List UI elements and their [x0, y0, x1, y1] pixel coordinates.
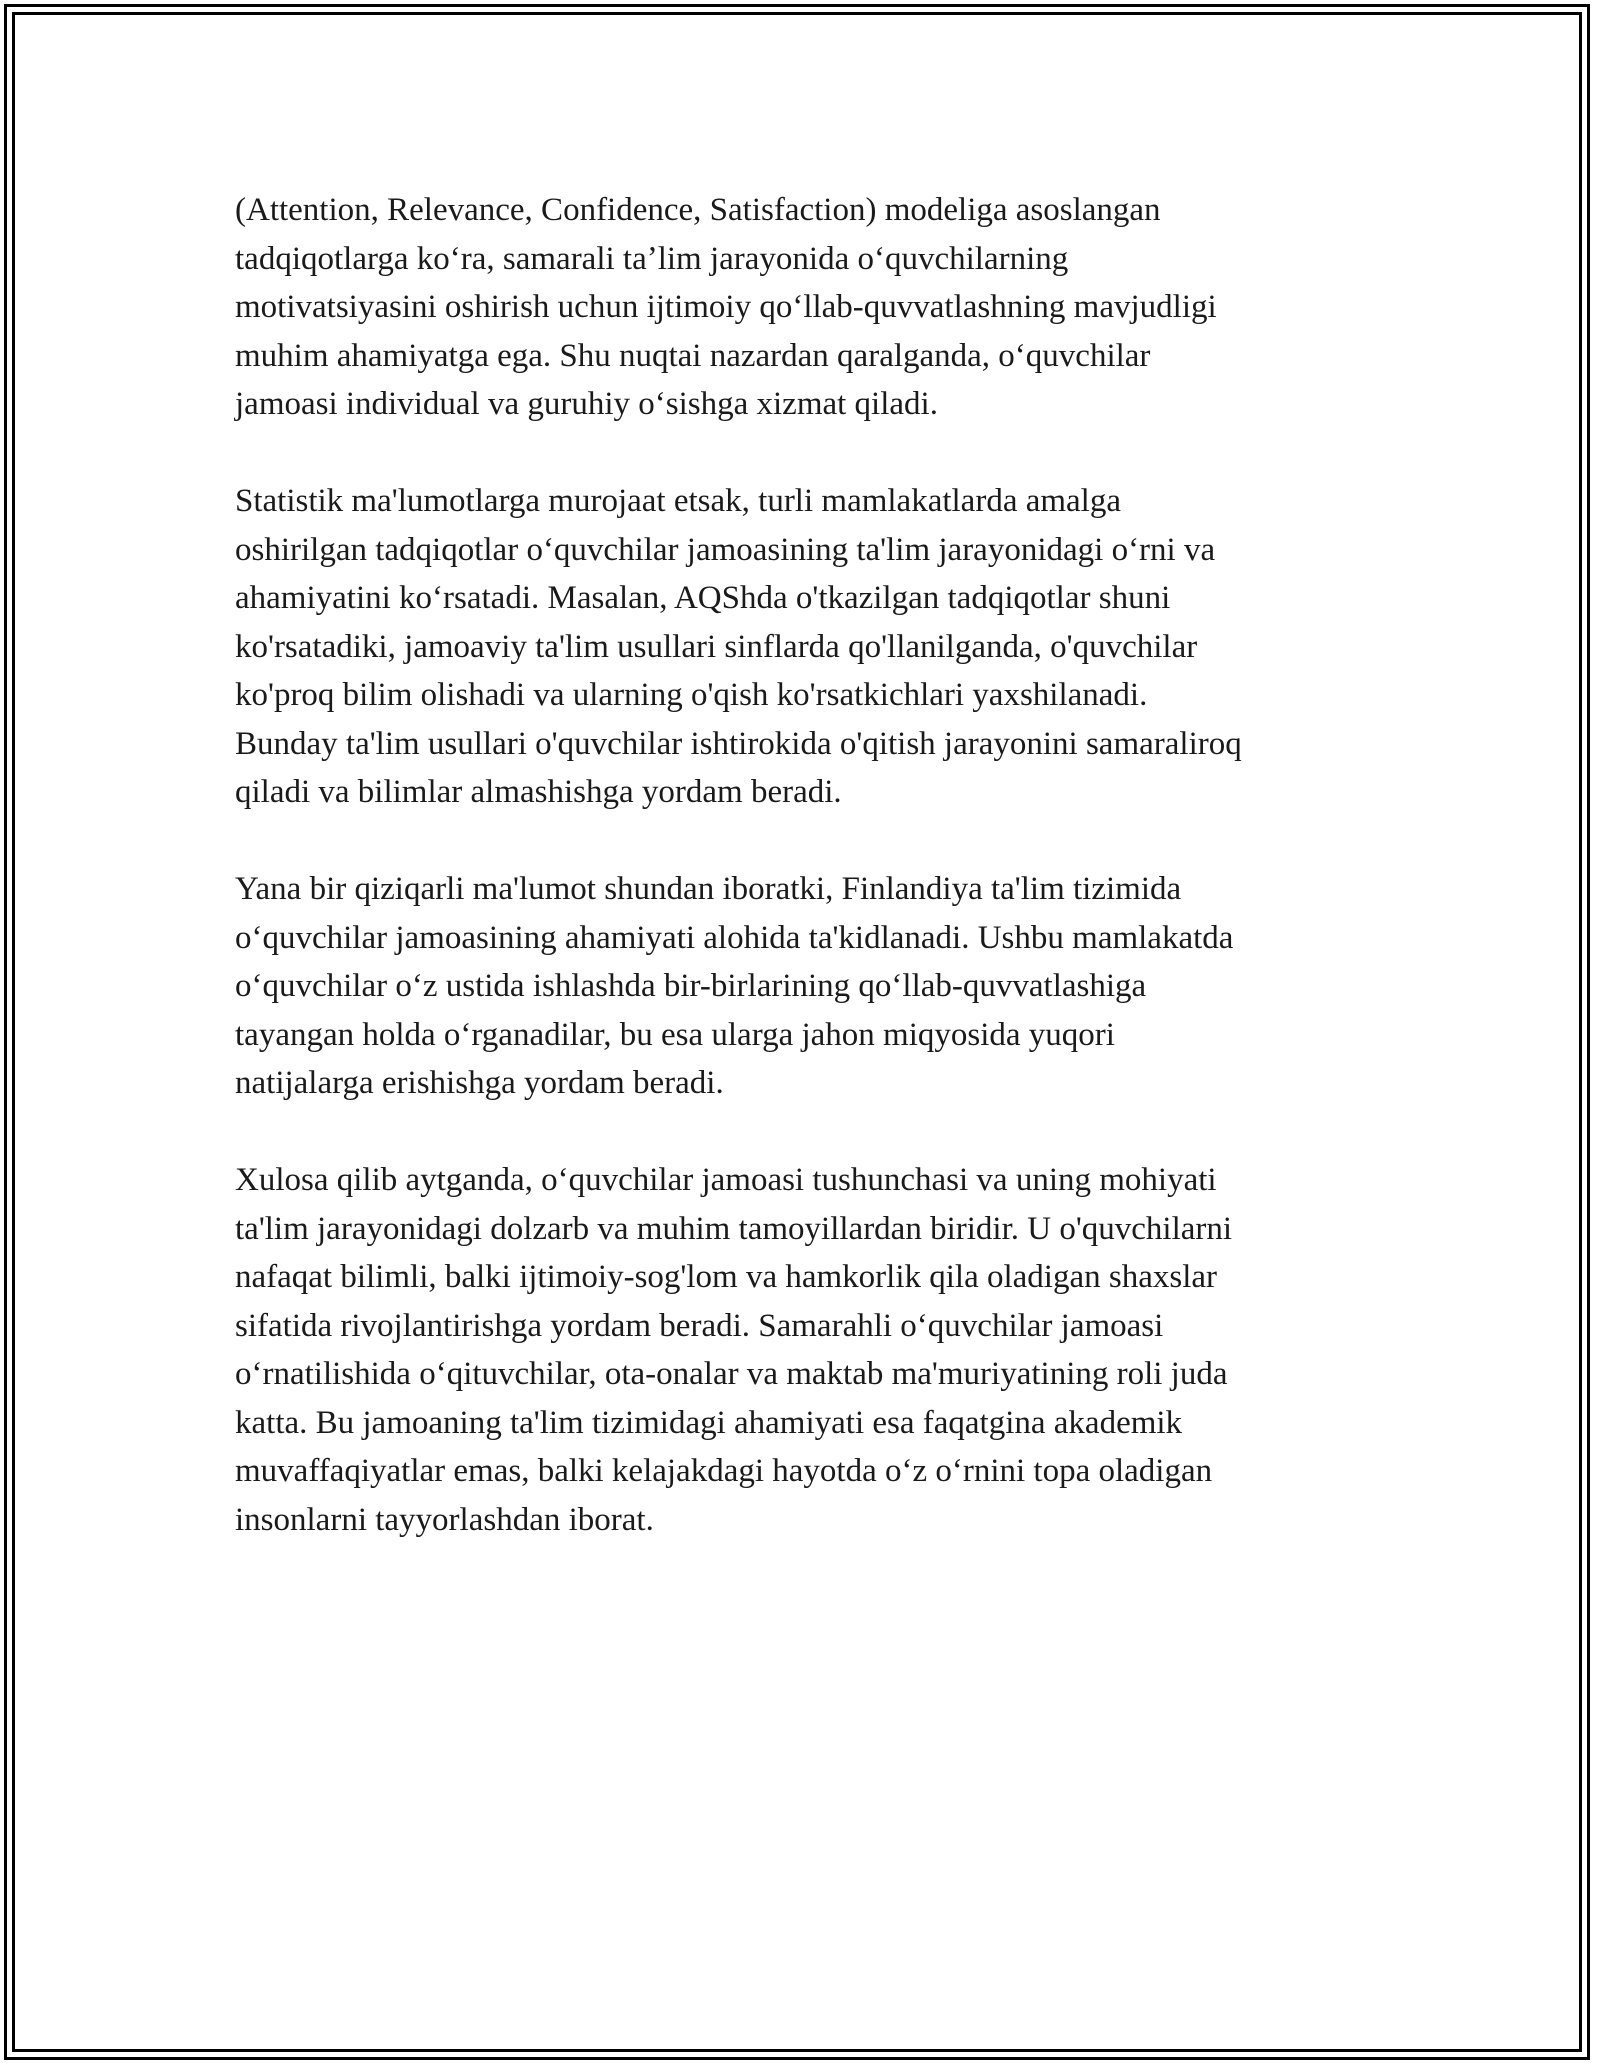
text-line: oʻquvchilar oʻz ustida ishlashda bir-birlarining qoʻllab-quvvatlashiga [235, 968, 1147, 1004]
text-line: nafaqat bilimli, balki ijtimoiy-sog'lom va hamkorlik qila oladigan shaxslar [235, 1259, 1218, 1295]
text-line: oʻquvchilar jamoasining ahamiyati alohida ta'kidlanadi. Ushbu mamlakatda [235, 919, 1234, 956]
text-line: muhim ahamiyatga ega. Shu nuqtai nazardan qaralganda, oʻquvchilar [235, 337, 1151, 374]
text-line: tadqiqotlarga koʻra, samarali taʼlim jarayonida oʻquvchilarning [235, 240, 1069, 277]
text-line: tayangan holda oʻrganadilar, bu esa ularga jahon miqyosida yuqori [235, 1016, 1115, 1053]
text-line: jamoasi individual va guruhiy oʻsishga xizmat qiladi. [235, 386, 938, 422]
text-line: muvaffaqiyatlar emas, balki kelajakdagi hayotda oʻz oʻrnini topa oladigan [235, 1453, 1213, 1489]
text-line: oshirilgan tadqiqotlar oʻquvchilar jamoasining ta'lim jarayonidagi oʻrni va [235, 531, 1216, 568]
text-line: Yana bir qiziqarli ma'lumot shundan iboratki, Finlandiya ta'lim tizimida [235, 871, 1182, 907]
paragraph-1 [235, 186, 1365, 429]
text-line: ko'rsatadiki, jamoaviy ta'lim usullari sinflarda qo'llanilganda, o'quvchilar [235, 628, 1198, 665]
text-line: natijalarga erishishga yordam beradi. [235, 1065, 724, 1101]
text-line: Statistik ma'lumotlarga murojaat etsak, turli mamlakatlarda amalga [235, 483, 1121, 519]
text-line: (Attention, Relevance, Confidence, Satisfaction) modeliga asoslangan [235, 192, 1161, 228]
paragraph-4 [235, 1156, 1365, 1544]
text-line: Xulosa qilib aytganda, oʻquvchilar jamoasi tushunchasi va uning mohiyati [235, 1162, 1217, 1198]
text-line: sifatida rivojlantirishga yordam beradi. Samarahli oʻquvchilar jamoasi [235, 1307, 1164, 1344]
document-body [235, 186, 1365, 1593]
text-line: katta. Bu jamoaning ta'lim tizimidagi ahamiyati esa faqatgina akademik [235, 1404, 1183, 1441]
text-line: ko'proq bilim olishadi va ularning o'qish ko'rsatkichlari yaxshilanadi. [235, 677, 1148, 713]
paragraph-2 [235, 477, 1365, 817]
paragraph-3 [235, 865, 1365, 1108]
text-line: motivatsiyasini oshirish uchun ijtimoiy qoʻllab-quvvatlashning mavjudligi [235, 289, 1217, 325]
text-line: oʻrnatilishida oʻqituvchilar, ota-onalar va maktab ma'muriyatining roli juda [235, 1356, 1228, 1392]
text-line: qiladi va bilimlar almashishga yordam beradi. [235, 774, 842, 810]
text-line: Bunday ta'lim usullari o'quvchilar ishtirokida o'qitish jarayonini samaraliroq [235, 725, 1242, 762]
text-line: ta'lim jarayonidagi dolzarb va muhim tamoyillardan biridir. U o'quvchilarni [235, 1210, 1233, 1247]
text-line: ahamiyatini koʻrsatadi. Masalan, AQShda o'tkazilgan tadqiqotlar shuni [235, 580, 1171, 616]
text-line: insonlarni tayyorlashdan iborat. [235, 1501, 654, 1538]
